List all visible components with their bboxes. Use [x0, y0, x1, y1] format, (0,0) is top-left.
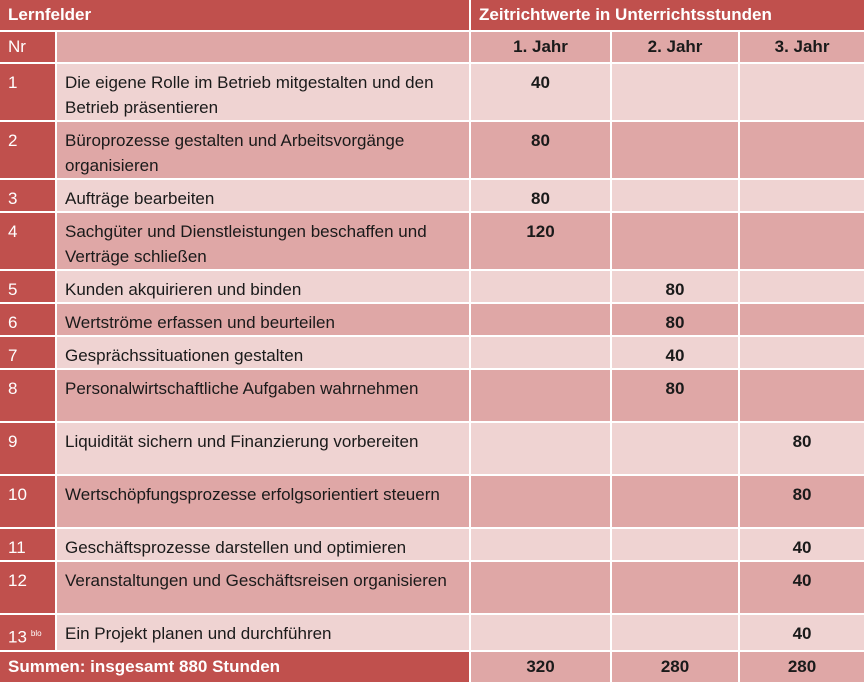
subheader-blank	[57, 32, 471, 64]
row-year-2-hours: 80	[612, 304, 740, 337]
row-nr	[0, 213, 57, 271]
row-year-1-hours	[471, 304, 612, 337]
row-lernfeld-name: Büroprozesse gestalten und Arbeitsvorgänge organisieren	[57, 122, 471, 180]
summary-year-2: 280	[612, 652, 740, 684]
row-nr	[0, 337, 57, 370]
table-row	[0, 370, 864, 423]
row-year-2-hours	[612, 529, 740, 562]
row-year-1-hours	[471, 271, 612, 304]
row-year-1-hours	[471, 476, 612, 529]
row-lernfeld-name: Ein Projekt planen und durchführen	[57, 615, 471, 652]
row-nr-text: 11	[8, 538, 26, 557]
row-nr	[0, 529, 57, 562]
row-year-2-hours	[612, 562, 740, 615]
row-lernfeld-name: Sachgüter und Dienstleistungen beschaffen und Verträge schließen	[57, 213, 471, 271]
summary-row	[0, 652, 864, 684]
header-row	[0, 0, 864, 32]
row-year-2-hours	[612, 64, 740, 122]
summary-label: Summen: insgesamt 880 Stunden	[0, 652, 471, 684]
row-year-2-hours	[612, 122, 740, 180]
summary-year-3: 280	[740, 652, 864, 684]
row-year-2-hours: 80	[612, 370, 740, 423]
row-year-1-hours	[471, 337, 612, 370]
row-year-3-hours	[740, 64, 864, 122]
row-year-2-hours	[612, 476, 740, 529]
row-lernfeld-name: Kunden akquirieren und binden	[57, 271, 471, 304]
table-row	[0, 271, 864, 304]
row-lernfeld-name: Liquidität sichern und Finanzierung vorbereiten	[57, 423, 471, 476]
table-row	[0, 122, 864, 180]
table-row	[0, 337, 864, 370]
row-lernfeld-name: Personalwirtschaftliche Aufgaben wahrnehmen	[57, 370, 471, 423]
row-year-1-hours	[471, 562, 612, 615]
row-year-1-hours	[471, 615, 612, 652]
subheader-year-3: 3. Jahr	[740, 32, 864, 64]
subheader-year-2: 2. Jahr	[612, 32, 740, 64]
row-nr-text: 4	[8, 222, 18, 241]
row-nr-text: 2	[8, 131, 18, 150]
row-year-2-hours: 40	[612, 337, 740, 370]
table-row	[0, 615, 864, 652]
subheader-row	[0, 32, 864, 64]
row-lernfeld-name: Die eigene Rolle im Betrieb mitgestalten und den Betrieb präsentieren	[57, 64, 471, 122]
row-year-1-hours: 80	[471, 180, 612, 213]
summary-year-1: 320	[471, 652, 612, 684]
table-row	[0, 180, 864, 213]
row-lernfeld-name: Wertströme erfassen und beurteilen	[57, 304, 471, 337]
row-nr-text: 7	[8, 346, 18, 365]
row-year-1-hours: 40	[471, 64, 612, 122]
row-nr	[0, 271, 57, 304]
row-lernfeld-name: Wertschöpfungsprozesse erfolgsorientiert steuern	[57, 476, 471, 529]
row-nr	[0, 615, 57, 652]
row-nr	[0, 476, 57, 529]
row-lernfeld-name: Geschäftsprozesse darstellen und optimieren	[57, 529, 471, 562]
row-year-3-hours: 80	[740, 476, 864, 529]
row-year-1-hours: 120	[471, 213, 612, 271]
row-year-1-hours	[471, 423, 612, 476]
row-year-1-hours	[471, 370, 612, 423]
row-year-2-hours	[612, 423, 740, 476]
row-year-3-hours	[740, 180, 864, 213]
row-nr-text: 13	[8, 627, 27, 647]
row-year-3-hours	[740, 213, 864, 271]
row-nr	[0, 423, 57, 476]
row-year-2-hours	[612, 180, 740, 213]
table-row	[0, 213, 864, 271]
row-nr-text: 10	[8, 485, 27, 504]
row-year-3-hours	[740, 370, 864, 423]
subheader-nr: Nr	[0, 32, 57, 64]
row-nr-text: 3	[8, 189, 18, 208]
table-row	[0, 476, 864, 529]
table-row	[0, 64, 864, 122]
header-zeitrichtwerte: Zeitrichtwerte in Unterrichtsstunden	[471, 0, 864, 32]
row-nr-text: 5	[8, 280, 18, 299]
row-nr-text: 9	[8, 432, 18, 451]
row-nr-text: 6	[8, 313, 18, 332]
row-nr	[0, 562, 57, 615]
row-nr-text: 1	[8, 73, 18, 92]
row-lernfeld-name: Veranstaltungen und Geschäftsreisen organisieren	[57, 562, 471, 615]
row-year-1-hours	[471, 529, 612, 562]
row-nr-text: 12	[8, 571, 27, 590]
table-row	[0, 304, 864, 337]
row-nr	[0, 122, 57, 180]
row-year-1-hours: 80	[471, 122, 612, 180]
row-year-2-hours: 80	[612, 271, 740, 304]
row-nr	[0, 180, 57, 213]
row-lernfeld-name: Gesprächssituationen gestalten	[57, 337, 471, 370]
table-row	[0, 423, 864, 476]
row-year-3-hours	[740, 304, 864, 337]
row-nr-text: 8	[8, 379, 18, 398]
row-nr	[0, 370, 57, 423]
row-nr	[0, 304, 57, 337]
row-year-2-hours	[612, 615, 740, 652]
row-nr	[0, 64, 57, 122]
row-year-3-hours	[740, 271, 864, 304]
row-year-3-hours: 80	[740, 423, 864, 476]
row-year-3-hours: 40	[740, 529, 864, 562]
row-year-3-hours	[740, 122, 864, 180]
table-row	[0, 529, 864, 562]
row-year-2-hours	[612, 213, 740, 271]
header-lernfelder: Lernfelder	[0, 0, 471, 32]
subheader-year-1: 1. Jahr	[471, 32, 612, 64]
table-row	[0, 562, 864, 615]
row-year-3-hours: 40	[740, 562, 864, 615]
row-nr-superscript: blo	[30, 629, 42, 638]
row-year-3-hours	[740, 337, 864, 370]
row-lernfeld-name: Aufträge bearbeiten	[57, 180, 471, 213]
row-year-3-hours: 40	[740, 615, 864, 652]
